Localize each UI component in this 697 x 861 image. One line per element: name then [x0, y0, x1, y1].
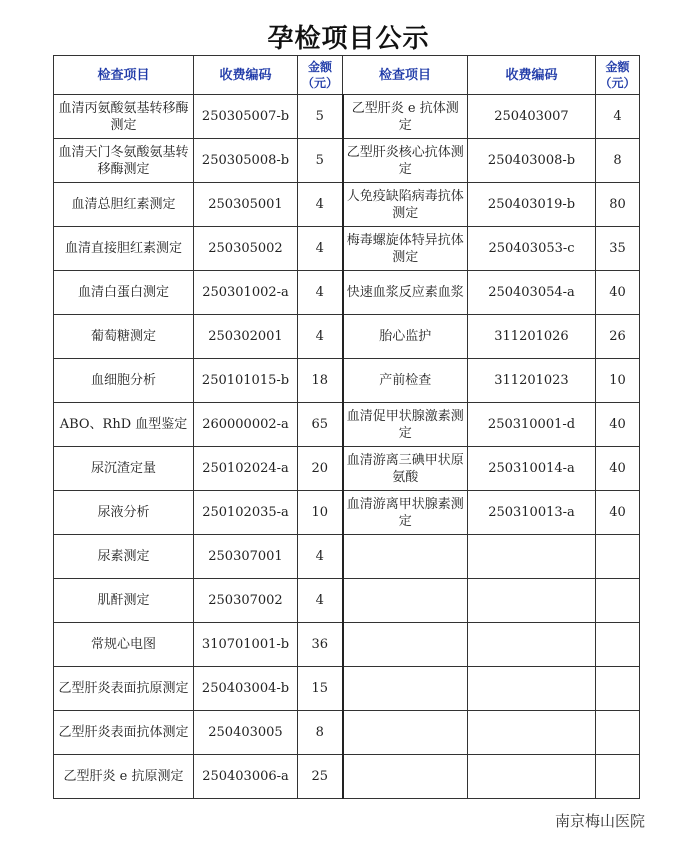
item-cell	[343, 711, 468, 755]
table-row	[54, 667, 640, 711]
header-amount-line2: （元）	[599, 76, 636, 90]
code-cell	[468, 755, 596, 799]
code-cell: 250403006-a	[194, 755, 298, 799]
amount-cell: 4	[298, 535, 343, 579]
amount-cell: 4	[298, 579, 343, 623]
code-cell: 250305007-b	[194, 95, 298, 139]
table-row	[54, 755, 640, 799]
code-cell: 260000002-a	[194, 403, 298, 447]
code-cell: 250101015-b	[194, 359, 298, 403]
amount-cell: 20	[298, 447, 343, 491]
code-cell	[468, 579, 596, 623]
amount-cell: 35	[596, 227, 640, 271]
amount-cell: 26	[596, 315, 640, 359]
item-cell: 乙型肝炎 e 抗体测定	[343, 95, 468, 139]
item-cell: 血细胞分析	[54, 359, 194, 403]
header-item-right: 检查项目	[343, 56, 468, 95]
item-cell: 乙型肝炎核心抗体测定	[343, 139, 468, 183]
code-cell: 250301002-a	[194, 271, 298, 315]
table-row	[54, 535, 640, 579]
item-cell: 尿沉渣定量	[54, 447, 194, 491]
code-cell	[468, 711, 596, 755]
amount-cell: 40	[596, 403, 640, 447]
table-row	[54, 315, 640, 359]
item-cell: ABO、RhD 血型鉴定	[54, 403, 194, 447]
table-row	[54, 139, 640, 183]
amount-cell: 18	[298, 359, 343, 403]
code-cell: 250310014-a	[468, 447, 596, 491]
amount-cell: 80	[596, 183, 640, 227]
amount-cell: 4	[298, 271, 343, 315]
item-cell: 血清促甲状腺激素测定	[343, 403, 468, 447]
code-cell	[468, 535, 596, 579]
code-cell: 310701001-b	[194, 623, 298, 667]
table-header-row	[54, 56, 640, 95]
item-cell	[343, 623, 468, 667]
header-item-left: 检查项目	[54, 56, 194, 95]
code-cell: 250403053-c	[468, 227, 596, 271]
item-cell	[343, 535, 468, 579]
code-cell: 250102035-a	[194, 491, 298, 535]
table-row	[54, 227, 640, 271]
amount-cell: 40	[596, 491, 640, 535]
code-cell: 250305008-b	[194, 139, 298, 183]
amount-cell: 40	[596, 271, 640, 315]
amount-cell	[596, 535, 640, 579]
item-cell: 尿液分析	[54, 491, 194, 535]
code-cell: 250102024-a	[194, 447, 298, 491]
amount-cell: 5	[298, 139, 343, 183]
item-cell: 人免疫缺陷病毒抗体测定	[343, 183, 468, 227]
table-row	[54, 447, 640, 491]
amount-cell: 4	[596, 95, 640, 139]
code-cell: 250305002	[194, 227, 298, 271]
header-amount-line2: （元）	[301, 76, 338, 90]
code-cell: 250310001-d	[468, 403, 596, 447]
code-cell: 250403019-b	[468, 183, 596, 227]
header-amount-right	[596, 56, 640, 95]
code-cell: 250310013-a	[468, 491, 596, 535]
header-amount-line1: 金额	[605, 60, 630, 74]
amount-cell: 10	[298, 491, 343, 535]
table-row	[54, 95, 640, 139]
amount-cell	[596, 755, 640, 799]
item-cell: 血清直接胆红素测定	[54, 227, 194, 271]
table-row	[54, 403, 640, 447]
table-row	[54, 623, 640, 667]
amount-cell: 4	[298, 227, 343, 271]
item-cell: 血清天门冬氨酸氨基转移酶测定	[54, 139, 194, 183]
item-cell: 葡萄糖测定	[54, 315, 194, 359]
fee-table	[53, 55, 640, 799]
item-cell: 血清丙氨酸氨基转移酶测定	[54, 95, 194, 139]
amount-cell: 8	[298, 711, 343, 755]
code-cell: 250307001	[194, 535, 298, 579]
amount-cell	[596, 667, 640, 711]
header-code-left: 收费编码	[194, 56, 298, 95]
item-cell: 血清游离甲状腺素测定	[343, 491, 468, 535]
amount-cell: 25	[298, 755, 343, 799]
amount-cell: 10	[596, 359, 640, 403]
item-cell: 肌酐测定	[54, 579, 194, 623]
amount-cell: 40	[596, 447, 640, 491]
item-cell: 乙型肝炎表面抗体测定	[54, 711, 194, 755]
table-row	[54, 491, 640, 535]
code-cell: 250403005	[194, 711, 298, 755]
code-cell	[468, 667, 596, 711]
amount-cell: 8	[596, 139, 640, 183]
code-cell: 250305001	[194, 183, 298, 227]
table-row	[54, 271, 640, 315]
code-cell: 250403054-a	[468, 271, 596, 315]
amount-cell	[596, 579, 640, 623]
table-row	[54, 711, 640, 755]
item-cell: 胎心监护	[343, 315, 468, 359]
header-code-right: 收费编码	[468, 56, 596, 95]
item-cell	[343, 755, 468, 799]
table-row	[54, 183, 640, 227]
code-cell: 250307002	[194, 579, 298, 623]
header-amount-left	[298, 56, 343, 95]
item-cell: 血清白蛋白测定	[54, 271, 194, 315]
code-cell: 250403004-b	[194, 667, 298, 711]
item-cell	[343, 667, 468, 711]
code-cell: 250403008-b	[468, 139, 596, 183]
code-cell: 250302001	[194, 315, 298, 359]
item-cell: 乙型肝炎 e 抗原测定	[54, 755, 194, 799]
item-cell: 常规心电图	[54, 623, 194, 667]
amount-cell: 4	[298, 315, 343, 359]
hospital-name: 南京梅山医院	[554, 812, 645, 830]
code-cell	[468, 623, 596, 667]
item-cell: 血清游离三碘甲状原氨酸	[343, 447, 468, 491]
item-cell	[343, 579, 468, 623]
amount-cell: 4	[298, 183, 343, 227]
item-cell: 梅毒螺旋体特异抗体测定	[343, 227, 468, 271]
page-title: 孕检项目公示	[267, 24, 430, 54]
item-cell: 产前检查	[343, 359, 468, 403]
table-row	[54, 579, 640, 623]
amount-cell: 5	[298, 95, 343, 139]
code-cell: 311201023	[468, 359, 596, 403]
item-cell: 血清总胆红素测定	[54, 183, 194, 227]
header-amount-line1: 金额	[307, 60, 332, 74]
amount-cell	[596, 711, 640, 755]
item-cell: 乙型肝炎表面抗原测定	[54, 667, 194, 711]
item-cell: 尿素测定	[54, 535, 194, 579]
table-row	[54, 359, 640, 403]
code-cell: 311201026	[468, 315, 596, 359]
amount-cell: 15	[298, 667, 343, 711]
table-body	[54, 95, 640, 799]
code-cell: 250403007	[468, 95, 596, 139]
item-cell: 快速血浆反应素血浆	[343, 271, 468, 315]
amount-cell: 36	[298, 623, 343, 667]
amount-cell	[596, 623, 640, 667]
amount-cell: 65	[298, 403, 343, 447]
